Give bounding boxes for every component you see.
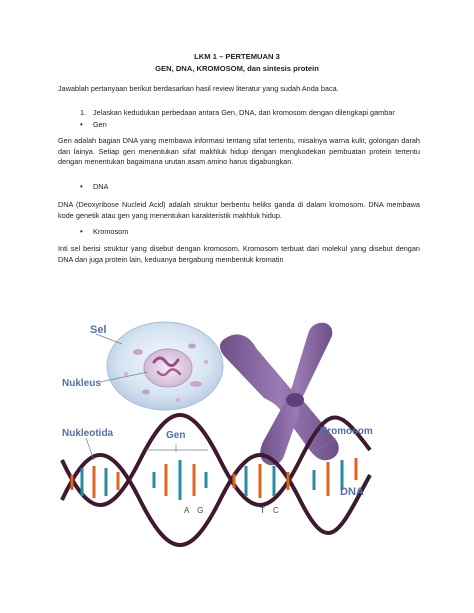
page-subtitle: GEN, DNA, KROMOSOM, dan sintesis protein: [155, 64, 319, 73]
cell-shape: [107, 322, 223, 410]
label-kromosom: Kromosom: [320, 426, 373, 437]
bullet-kromosom: •: [80, 227, 83, 236]
label-bases-tc: T C: [260, 506, 282, 515]
section-body-gen: Gen adalah bagian DNA yang membawa informasi tentang sifat tertentu, misalnya warna kulit, golongan darah dan lainya. Setiap gen menentukan sifat makhluk hidup dengan mengkodekan pembuatan protein tertentu dengan menentukan bagaimana urutan asam amino harus digabungkan.: [58, 136, 420, 167]
question-number: 1.: [80, 108, 87, 117]
question-text: Jelaskan kedudukan perbedaan antara Gen, DNA, dan kromosom dengan dilengkapi gambar: [93, 108, 395, 117]
section-heading-gen: Gen: [93, 120, 107, 129]
label-sel: Sel: [90, 324, 107, 336]
page-title: LKM 1 – PERTEMUAN 3: [194, 52, 280, 61]
label-dna: DNA: [340, 486, 364, 498]
bullet-dna: •: [80, 182, 83, 191]
bullet-gen: •: [80, 120, 83, 129]
section-heading-kromosom: Kromosom: [93, 227, 129, 236]
figure-illustration: [50, 300, 430, 590]
label-nukleus: Nukleus: [62, 378, 101, 389]
intro-text: Jawablah pertanyaan berikut berdasarkan hasil review literatur yang sudah Anda baca.: [58, 84, 339, 93]
label-bases-ag: A G: [184, 506, 207, 515]
section-body-dna: DNA (Deoxyribose Nucleid Acid) adalah struktur berbentu heliks ganda di dalam kromosom. DNA membawa kode genetik atau gen yang menentukan karakteristik makhluk hidup.: [58, 200, 420, 220]
section-body-kromosom: Inti sel berisi struktur yang disebut dengan kromosom. Kromosom terbuat dari molekul yang disebut dengan DNA dan juga protein lain, keduanya bergabung membentuk kromatin: [58, 244, 420, 264]
label-gen: Gen: [166, 430, 186, 441]
label-nukleotida: Nukleotida: [62, 428, 114, 439]
chromosome-shape: [220, 323, 339, 466]
section-heading-dna: DNA: [93, 182, 109, 191]
gene-dna-chromosome-figure: [50, 300, 430, 590]
